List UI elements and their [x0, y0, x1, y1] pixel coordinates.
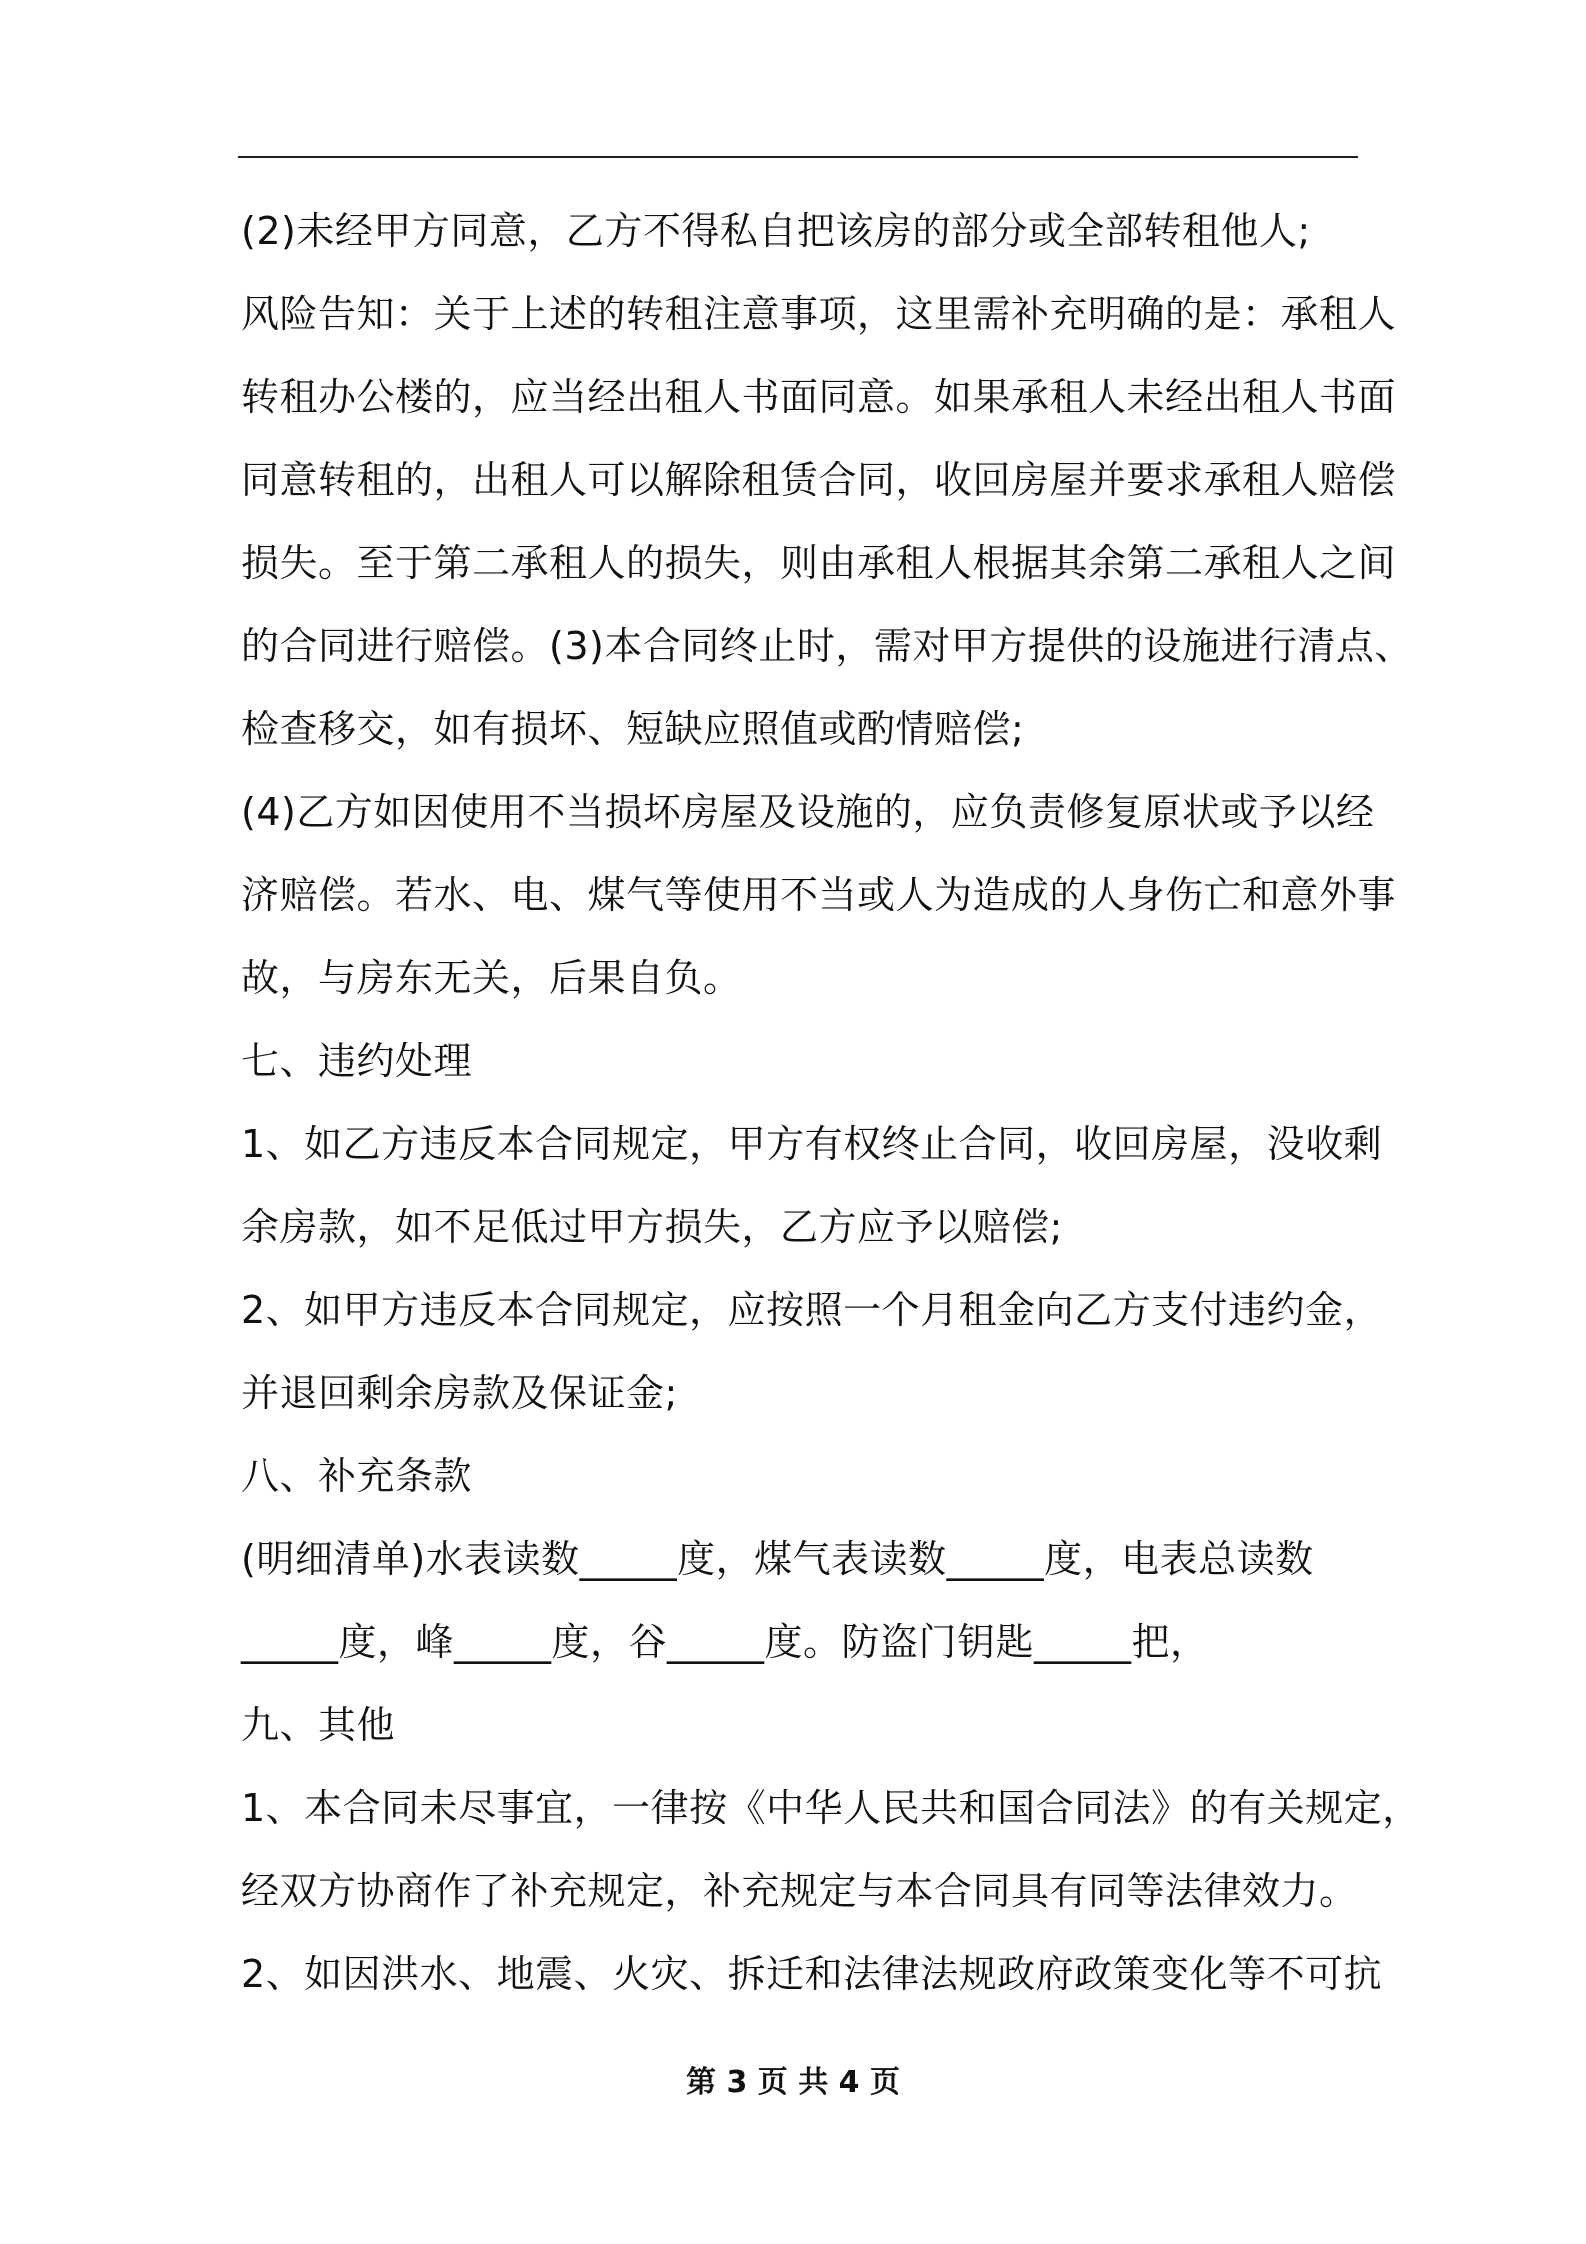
- section-heading-supplement: 八、补充条款: [241, 1454, 473, 1498]
- text-line: 经双方协商作了补充规定，补充规定与本合同具有同等法律效力。: [241, 1869, 1358, 1913]
- page-number-footer: 第 3 页 共 4 页: [686, 2065, 900, 2100]
- text-line: 1、如乙方违反本合同规定，甲方有权终止合同，收回房屋，没收剩: [241, 1122, 1383, 1166]
- text-line: (明细清单)水表读数_____度，煤气表读数_____度，电表总读数: [241, 1537, 1314, 1581]
- header-rule: [238, 156, 1358, 158]
- text-line: (4)乙方如因使用不当损坏房屋及设施的，应负责修复原状或予以经: [241, 790, 1375, 834]
- text-line: 风险告知：关于上述的转租注意事项，这里需补充明确的是：承租人: [241, 292, 1397, 336]
- text-line: 故，与房东无关，后果自负。: [241, 956, 742, 1000]
- section-heading-breach: 七、违约处理: [241, 1039, 473, 1083]
- text-line: (2)未经甲方同意，乙方不得私自把该房的部分或全部转租他人;: [241, 209, 1311, 253]
- text-line: 济赔偿。若水、电、煤气等使用不当或人为造成的人身伤亡和意外事: [241, 873, 1397, 917]
- text-line: 检查移交，如有损坏、短缺应照值或酌情赔偿;: [241, 707, 1025, 751]
- text-line: 损失。至于第二承租人的损失，则由承租人根据其余第二承租人之间: [241, 541, 1397, 585]
- text-line: 转租办公楼的，应当经出租人书面同意。如果承租人未经出租人书面: [241, 375, 1397, 419]
- text-line: 同意转租的，出租人可以解除租赁合同，收回房屋并要求承租人赔偿: [241, 458, 1397, 502]
- document-body: [241, 190, 1421, 2016]
- section-heading-other: 九、其他: [241, 1703, 396, 1747]
- text-line: 余房款，如不足低过甲方损失，乙方应予以赔偿;: [241, 1205, 1063, 1249]
- text-line: 1、本合同未尽事宜，一律按《中华人民共和国合同法》的有关规定，: [241, 1786, 1421, 1830]
- text-line: 并退回剩余房款及保证金;: [241, 1371, 678, 1415]
- text-line: 的合同进行赔偿。(3)本合同终止时，需对甲方提供的设施进行清点、: [241, 624, 1413, 668]
- text-line: 2、如甲方违反本合同规定，应按照一个月租金向乙方支付违约金，: [241, 1288, 1383, 1332]
- text-line: 2、如因洪水、地震、火灾、拆迁和法律法规政府政策变化等不可抗: [241, 1952, 1383, 1996]
- text-line: _____度，峰_____度，谷_____度。防盗门钥匙_____把，: [241, 1620, 1209, 1664]
